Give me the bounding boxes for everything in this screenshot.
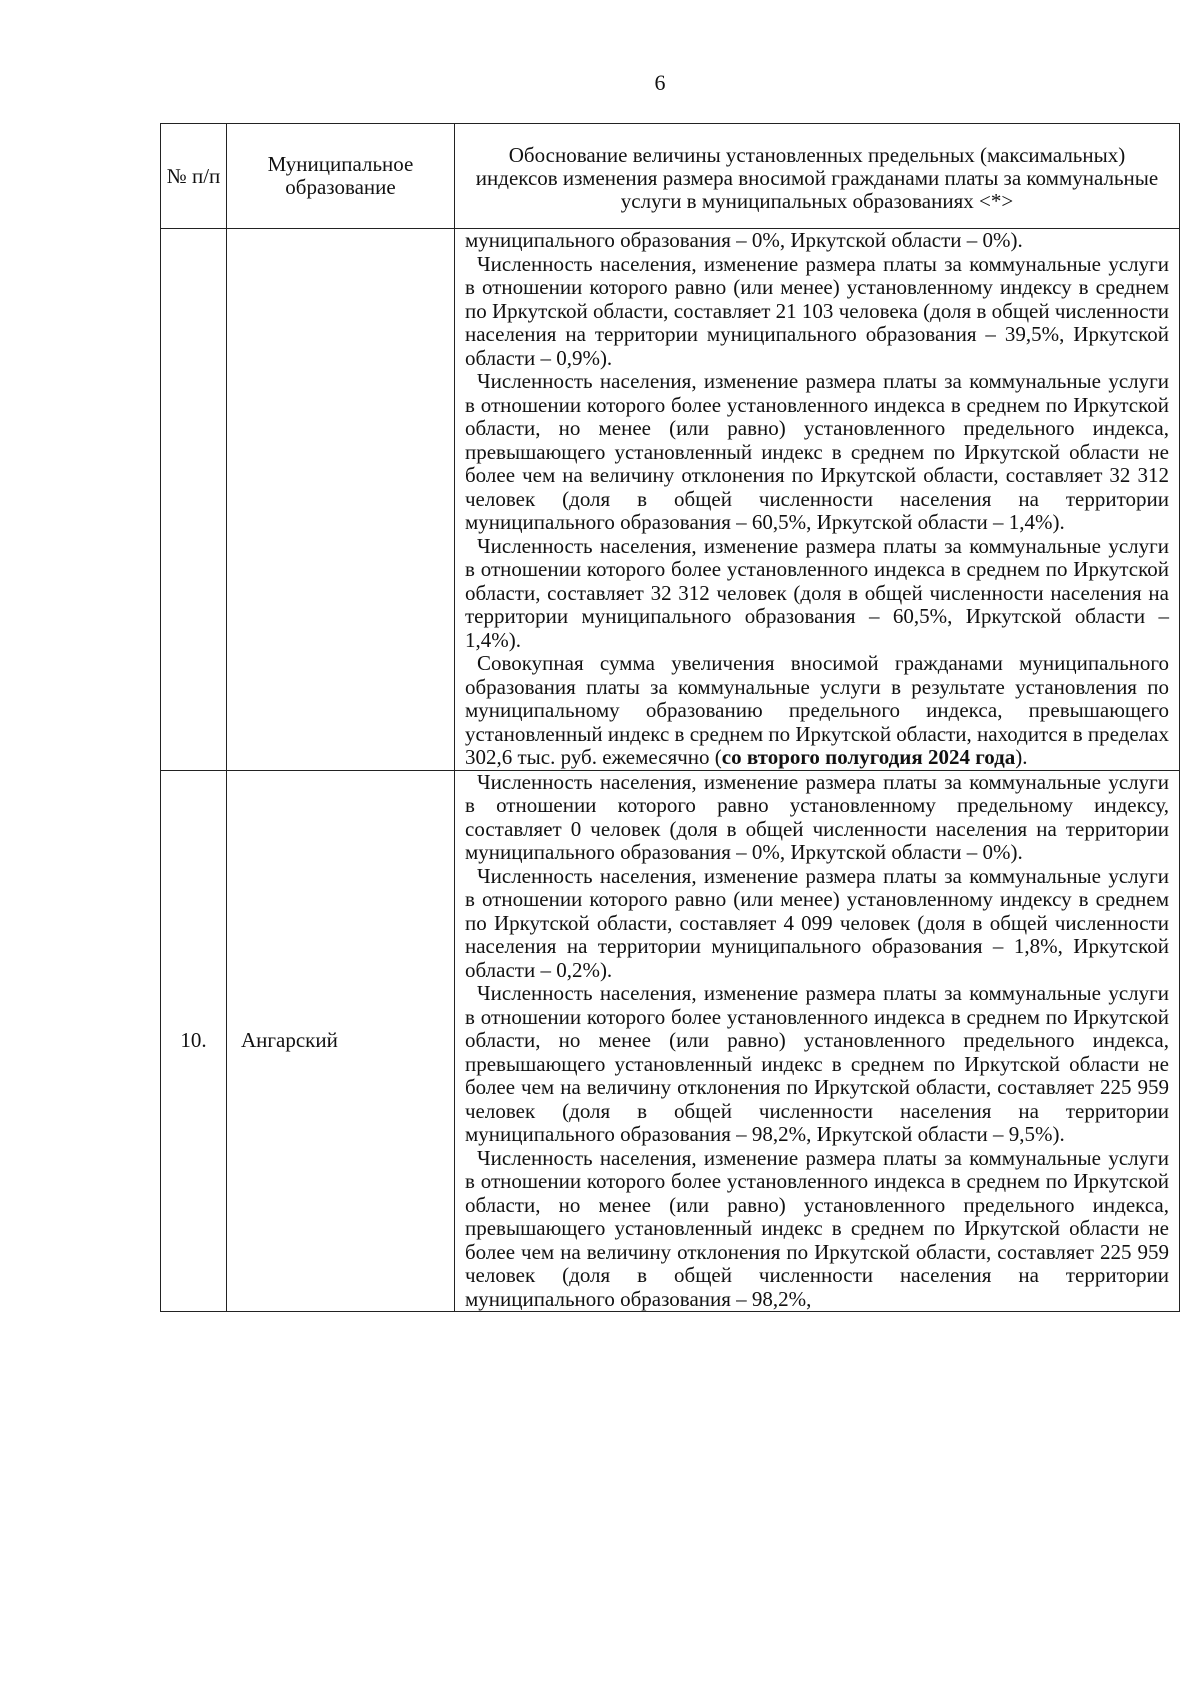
header-number: № п/п: [161, 124, 227, 229]
paragraph: Численность населения, изменение размера платы за коммунальные услуги в отношении которого более установленного индекса в среднем по Иркутской области, но менее (или равно) установленного предельного индекса, превышающего установленный индекс в среднем по Иркутской области не более чем на величину отклонения по Иркутской области, составляет 225 959 человек (доля в общей численности населения на территории муниципального образования – 98,2%, Иркутской области – 9,5%).: [465, 981, 1169, 1146]
paragraph: Численность населения, изменение размера платы за коммунальные услуги в отношении которого равно установленному предельному индексу, составляет 0 человек (доля в общей численности населения на территории муниципального образования – 0%, Иркутской области – 0%).: [465, 769, 1169, 864]
paragraph: Численность населения, изменение размера платы за коммунальные услуги в отношении которого более установленного индекса в среднем по Иркутской области, составляет 32 312 человек (доля в общей численности населения на территории муниципального образования – 60,5%, Иркутской области – 1,4%).: [465, 533, 1169, 652]
paragraph: муниципального образования – 0%, Иркутской области – 0%).: [465, 228, 1023, 252]
paragraph-bold-period: со второго полугодия 2024 года: [721, 745, 1016, 769]
header-municipality: Муниципальное образование: [227, 124, 455, 229]
paragraph: Численность населения, изменение размера платы за коммунальные услуги в отношении которого более установленного индекса в среднем по Иркутской области, но менее (или равно) установленного предельного индекса, превышающего установленный индекс в среднем по Иркутской области не более чем на величину отклонения по Иркутской области, составляет 225 959 человек (доля в общей численности населения на территории муниципального образования – 98,2%,: [465, 1145, 1169, 1311]
row-number-cell: [161, 229, 227, 771]
paragraph-total-sum: [465, 652, 1169, 770]
header-justification: Обоснование величины установленных предельных (максимальных) индексов изменения размера вносимой гражданами платы за коммунальные услуги в муниципальных образованиях <*>: [455, 124, 1180, 229]
paragraph-end: ).: [1015, 745, 1028, 769]
page-number: 6: [654, 70, 666, 95]
paragraph: Численность населения, изменение размера платы за коммунальные услуги в отношении которого более установленного индекса в среднем по Иркутской области, но менее (или равно) установленного предельного индекса, превышающего установленный индекс в среднем по Иркутской области не более чем на величину отклонения по Иркутской области, составляет 32 312 человек (доля в общей численности населения на территории муниципального образования – 60,5%, Иркутской области – 1,4%).: [465, 369, 1169, 534]
table-row-continued: [161, 229, 1180, 771]
index-justification-table: [160, 123, 1180, 1312]
paragraph: Численность населения, изменение размера платы за коммунальные услуги в отношении которого равно (или менее) установленному индексу в среднем по Иркутской области, составляет 4 099 человек (доля в общей численности населения на территории муниципального образования – 1,8%, Иркутской области – 0,2%).: [465, 863, 1169, 982]
table-row-10: [161, 770, 1180, 1312]
row-municipality-cell: [227, 229, 455, 771]
row-justification-cell: [455, 770, 1180, 1312]
row-justification-cell: [455, 229, 1180, 771]
row-number-cell: 10.: [161, 770, 227, 1312]
paragraph-text: Совокупная сумма увеличения вносимой гражданами муниципального образования платы за коммунальные услуги в результате установления по муниципальному образованию предельного индекса, превышающего установленный индекс в среднем по Иркутской области, находится в пределах 302,6 тыс. руб. ежемесячно (: [465, 651, 1170, 769]
table-header-row: [161, 124, 1180, 229]
paragraph: Численность населения, изменение размера платы за коммунальные услуги в отношении которого равно (или менее) установленному индексу в среднем по Иркутской области, составляет 21 103 человека (доля в общей численности населения на территории муниципального образования – 39,5%, Иркутской области – 0,9%).: [465, 251, 1169, 370]
row-municipality-cell: Ангарский: [227, 770, 455, 1312]
